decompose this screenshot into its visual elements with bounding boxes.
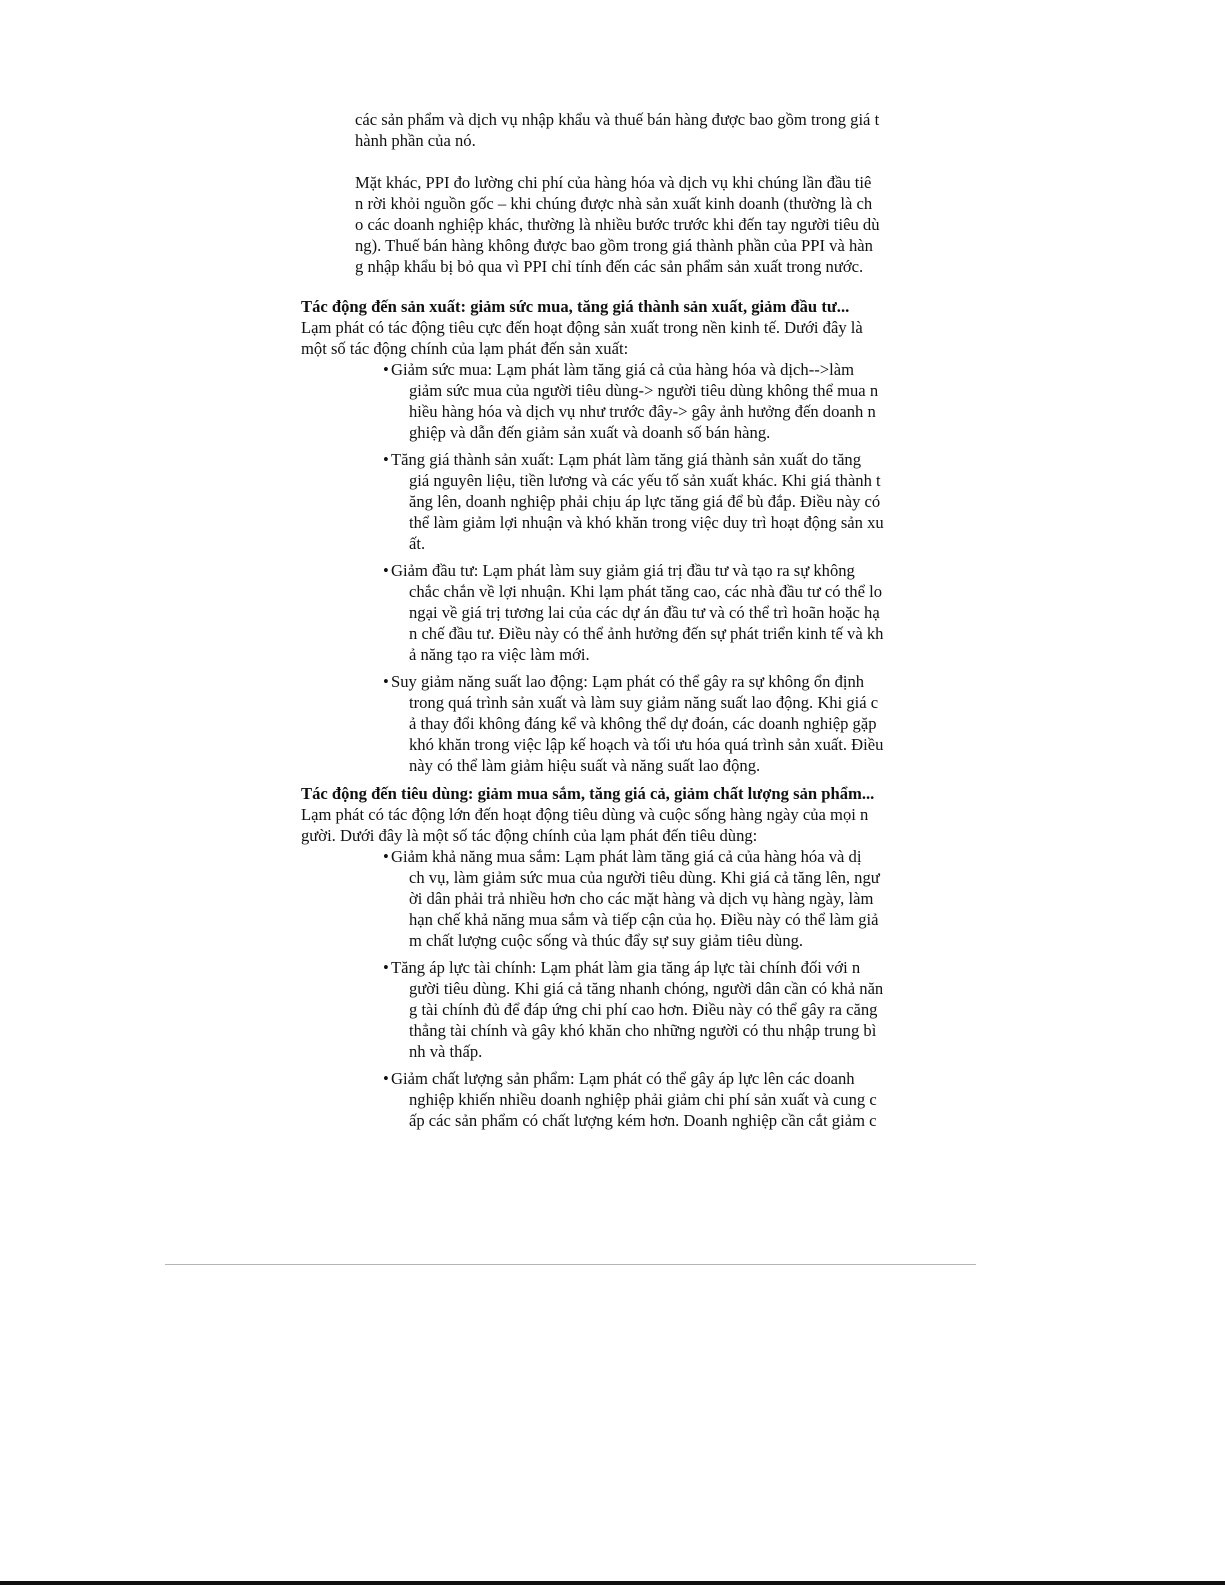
text-line: g nhập khẩu bị bỏ qua vì PPI chỉ tính đến các sản phẩm sản xuất trong nước.	[355, 257, 864, 276]
list-item-line: ất.	[409, 534, 426, 553]
bullet-marker: •	[383, 1069, 389, 1088]
list-item-line: trong quá trình sản xuất và làm suy giảm năng suất lao động. Khi giá c	[409, 693, 879, 712]
list-item-line: này có thể làm giảm hiệu suất và năng suất lao động.	[409, 756, 761, 775]
list-item-line: g tài chính đủ để đáp ứng chi phí cao hơn. Điều này có thể gây ra căng	[409, 1000, 878, 1019]
text-line: n rời khỏi nguồn gốc – khi chúng được nhà sản xuất kinh doanh (thường là ch	[355, 194, 873, 213]
text-line: gười. Dưới đây là một số tác động chính của lạm phát đến tiêu dùng:	[301, 826, 758, 845]
list-item-line: ngại về giá trị tương lai của các dự án đầu tư và có thể trì hoãn hoặc hạ	[409, 603, 880, 622]
list-item-line: Giảm sức mua: Lạm phát làm tăng giá cả của hàng hóa và dịch-->làm	[391, 360, 854, 379]
list-item-line: nh và thấp.	[409, 1042, 483, 1061]
bullet-marker: •	[383, 847, 389, 866]
list-item-line: gười tiêu dùng. Khi giá cả tăng nhanh chóng, người dân cần có khả năn	[409, 979, 884, 998]
list-item-line: Giảm đầu tư: Lạm phát làm suy giảm giá trị đầu tư và tạo ra sự không	[391, 561, 855, 580]
list-item-line: hiều hàng hóa và dịch vụ như trước đây-> gây ảnh hưởng đến doanh n	[409, 402, 876, 421]
text-line: một số tác động chính của lạm phát đến sản xuất:	[301, 339, 629, 358]
list-item-line: khó khăn trong việc lập kế hoạch và tối ưu hóa quá trình sản xuất. Điều	[409, 735, 884, 754]
list-item-line: Giảm chất lượng sản phẩm: Lạm phát có thể gây áp lực lên các doanh	[391, 1069, 855, 1088]
bullet-marker: •	[383, 958, 389, 977]
list-item-line: ời dân phải trả nhiều hơn cho các mặt hàng và dịch vụ hàng ngày, làm	[409, 889, 874, 908]
list-item-line: Tăng áp lực tài chính: Lạm phát làm gia tăng áp lực tài chính đối với n	[391, 958, 861, 977]
list-item-line: chắc chắn về lợi nhuận. Khi lạm phát tăng cao, các nhà đầu tư có thể lo	[409, 582, 882, 601]
text-line: Mặt khác, PPI đo lường chi phí của hàng hóa và dịch vụ khi chúng lần đầu tiê	[355, 173, 872, 192]
text-line: Lạm phát có tác động tiêu cực đến hoạt động sản xuất trong nền kinh tế. Dưới đây là	[301, 318, 863, 337]
list-item-line: thẳng tài chính và gây khó khăn cho những người có thu nhập trung bì	[409, 1021, 877, 1040]
text-line: o các doanh nghiệp khác, thường là nhiều bước trước khi đến tay người tiêu dù	[355, 215, 880, 234]
list-item-line: ả thay đổi không đáng kể và không thể dự đoán, các doanh nghiệp gặp	[409, 714, 877, 733]
list-item-line: nghiệp khiến nhiều doanh nghiệp phải giảm chi phí sản xuất và cung c	[409, 1090, 877, 1109]
bullet-marker: •	[383, 672, 389, 691]
list-item-line: ghiệp và dẫn đến giảm sản xuất và doanh số bán hàng.	[409, 423, 771, 442]
list-item-line: thể làm giảm lợi nhuận và khó khăn trong việc duy trì hoạt động sản xu	[409, 513, 884, 532]
list-item-line: ăng lên, doanh nghiệp phải chịu áp lực tăng giá để bù đắp. Điều này có	[409, 492, 881, 511]
text-line: hành phần của nó.	[355, 131, 476, 150]
bullet-marker: •	[383, 360, 389, 379]
list-item-line: Suy giảm năng suất lao động: Lạm phát có thể gây ra sự không ổn định	[391, 672, 865, 691]
list-item-line: giá nguyên liệu, tiền lương và các yếu tố sản xuất khác. Khi giá thành t	[409, 471, 881, 490]
list-item-line: Tăng giá thành sản xuất: Lạm phát làm tăng giá thành sản xuất do tăng	[391, 450, 862, 469]
bullet-marker: •	[383, 561, 389, 580]
section-heading: Tác động đến sản xuất: giảm sức mua, tăng giá thành sản xuất, giảm đầu tư...	[301, 297, 850, 316]
list-item-line: m chất lượng cuộc sống và thúc đẩy sự suy giảm tiêu dùng.	[409, 931, 804, 950]
section-heading: Tác động đến tiêu dùng: giảm mua sắm, tăng giá cả, giảm chất lượng sản phẩm...	[301, 784, 875, 803]
list-item-line: n chế đầu tư. Điều này có thể ảnh hưởng đến sự phát triển kinh tế và kh	[409, 624, 884, 643]
text-line: các sản phẩm và dịch vụ nhập khẩu và thuế bán hàng được bao gồm trong giá t	[355, 110, 880, 129]
list-item-line: ả năng tạo ra việc làm mới.	[409, 645, 590, 664]
list-item-line: ấp các sản phẩm có chất lượng kém hơn. Doanh nghiệp cần cắt giảm c	[409, 1111, 877, 1130]
text-line: ng). Thuế bán hàng không được bao gồm trong giá thành phần của PPI và hàn	[355, 236, 873, 255]
bottom-border	[0, 1581, 1225, 1585]
list-item-line: giảm sức mua của người tiêu dùng-> người tiêu dùng không thể mua n	[409, 381, 879, 400]
list-item-line: Giảm khả năng mua sắm: Lạm phát làm tăng giá cả của hàng hóa và dị	[391, 847, 862, 866]
text-line: Lạm phát có tác động lớn đến hoạt động tiêu dùng và cuộc sống hàng ngày của mọi n	[301, 805, 869, 824]
list-item-line: ch vụ, làm giảm sức mua của người tiêu dùng. Khi giá cả tăng lên, ngư	[409, 868, 880, 887]
bullet-marker: •	[383, 450, 389, 469]
list-item-line: hạn chế khả năng mua sắm và tiếp cận của họ. Điều này có thể làm giả	[409, 910, 879, 929]
page-divider	[165, 1264, 976, 1265]
